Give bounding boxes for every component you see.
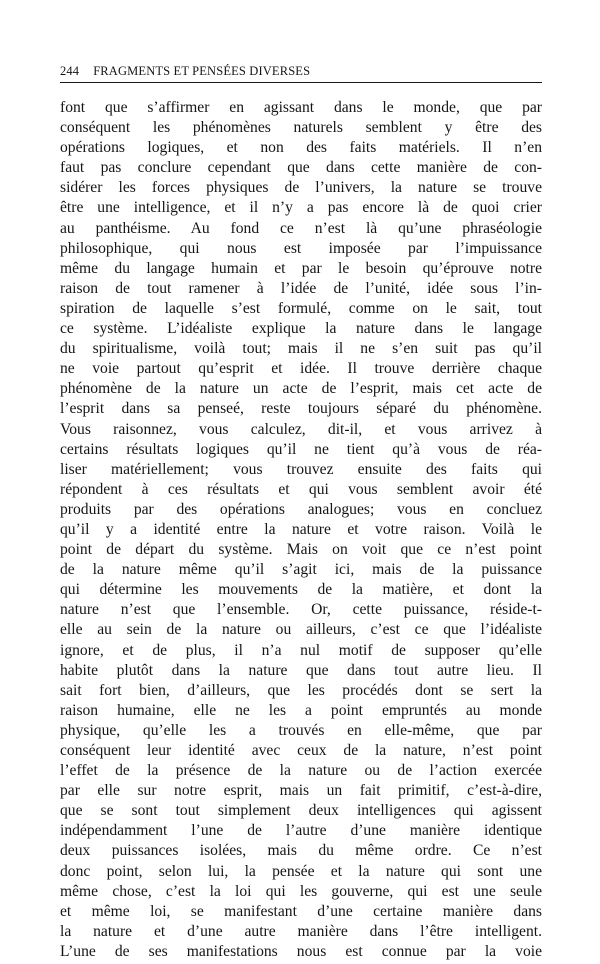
- text-line: au panthéisme. Au fond ce n’est là qu’une phraséologie: [60, 219, 542, 237]
- running-title: FRAGMENTS ET PENSÉES DIVERSES: [93, 64, 311, 78]
- text-line: opérations logiques, et non des faits matériels. Il n’en: [60, 139, 542, 157]
- running-head: [60, 62, 542, 80]
- text-line: produits par des opérations analogues; vous en concluez: [60, 500, 542, 518]
- text-line: conséquent les phénomènes naturels semblent y être des: [60, 119, 542, 137]
- text-line: faut pas conclure cependant que dans cette manière de con-: [60, 159, 542, 177]
- text-line: du spiritualisme, voilà tout; mais il ne s’en suit pas qu’il: [60, 340, 542, 358]
- text-line: philosophique, qui nous est imposée par l’impuissance: [60, 239, 542, 257]
- text-line: la nature et d’une autre manière dans l’être intelligent.: [60, 922, 542, 940]
- text-line: répondent à ces résultats et qui vous semblent avoir été: [60, 480, 542, 498]
- text-line: l’effet de la présence de la nature ou de l’action exercée: [60, 762, 542, 780]
- text-line: indépendamment l’une de l’autre d’une manière identique: [60, 822, 542, 840]
- text-line: et même loi, se manifestant d’une certaine manière dans: [60, 902, 542, 920]
- text-line: certains résultats logiques qu’il ne tient qu’à vous de réa-: [60, 440, 542, 458]
- header-rule: [60, 82, 542, 83]
- text-line: l’esprit dans sa penseé, reste toujours séparé du phénomène.: [60, 400, 542, 418]
- text-line: conséquent leur identité avec ceux de la nature, n’est point: [60, 742, 542, 759]
- text-line: ce système. L’idéaliste explique la nature dans le langage: [60, 320, 542, 338]
- text-line: sidérer les forces physiques de l’univers, la nature se trouve: [60, 179, 542, 197]
- text-line: elle au sein de la nature ou ailleurs, c’est ce que l’idéaliste: [60, 621, 542, 639]
- text-line: phénomène de la nature un acte de l’esprit, mais cet acte de: [60, 380, 542, 398]
- text-line: physique, qu’elle les a trouvés en elle-même, que par: [60, 721, 542, 739]
- text-line: que se sont tout simplement deux intelligences qui agissent: [60, 802, 542, 820]
- text-line: raison humaine, elle ne les a point empruntés au monde: [60, 701, 542, 719]
- text-line: sait fort bien, d’ailleurs, que les procédés dont se sert la: [60, 681, 542, 699]
- text-line: spiration de laquelle s’est formulé, comme on le sait, tout: [60, 299, 542, 317]
- body-text: [60, 98, 542, 962]
- text-line: qui détermine les mouvements de la matière, et dont la: [60, 581, 542, 599]
- text-line: donc point, selon lui, la pensée et la nature qui sont une: [60, 862, 542, 880]
- text-line: L’une de ses manifestations nous est connue par la voie: [60, 942, 542, 960]
- text-line: nature n’est que l’ensemble. Or, cette puissance, réside-t-: [60, 601, 542, 619]
- text-line: point de départ du système. Mais on voit que ce n’est point: [60, 541, 542, 559]
- text-line: font que s’affirmer en agissant dans le monde, que par: [60, 99, 542, 116]
- text-line: par elle sur notre esprit, mais un fait primitif, c’est-à-dire,: [60, 782, 542, 800]
- text-line: raison de tout ramener à l’idée de l’unité, idée sous l’in-: [60, 279, 542, 297]
- text-line: qu’il y a identité entre la nature et votre raison. Voilà le: [60, 520, 542, 538]
- text-line: Vous raisonnez, vous calculez, dit-il, et vous arrivez à: [60, 420, 542, 438]
- text-line: liser matériellement; vous trouvez ensuite des faits qui: [60, 460, 542, 478]
- text-line: ignore, et de plus, il n’a nul motif de supposer qu’elle: [60, 641, 542, 659]
- text-line: habite plutôt dans la nature que dans tout autre lieu. Il: [60, 661, 542, 679]
- page-number: 244: [60, 64, 80, 78]
- text-line: deux puissances isolées, mais du même ordre. Ce n’est: [60, 842, 542, 860]
- text-line: être une intelligence, et il n’y a pas encore là de quoi crier: [60, 199, 542, 217]
- text-line: même chose, c’est la loi qui les gouverne, qui est une seule: [60, 882, 542, 900]
- text-line: de la nature même qu’il s’agit ici, mais de la puissance: [60, 561, 542, 579]
- text-line: même du langage humain et par le besoin qu’éprouve notre: [60, 259, 542, 277]
- text-line: ne voie partout qu’esprit et idée. Il trouve derrière chaque: [60, 360, 542, 378]
